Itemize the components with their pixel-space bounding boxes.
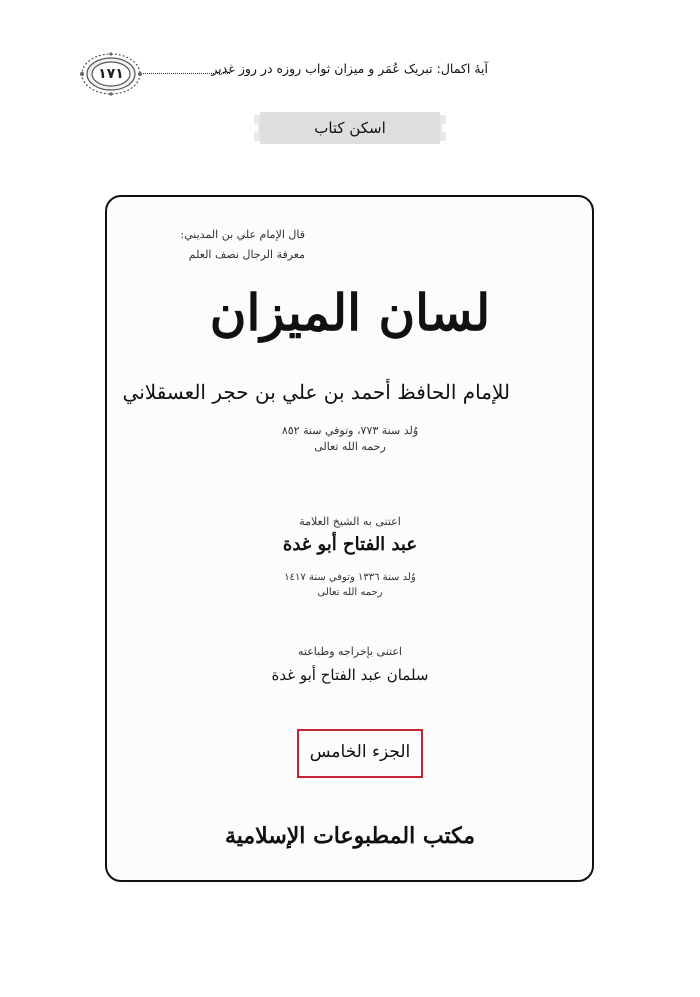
editor-mercy: رحمه الله تعالى [317,587,383,598]
press-name: مكتب المطبوعات الإسلامية [224,823,476,849]
publisher-intro: اعتنى بإخراجه وطباعته [298,645,402,658]
editor-intro: اعتنى به الشيخ العلامة [299,515,401,528]
running-title: آیهٔ اکمال: تبریک عُمَر و میزان ثواب روزه در روز غدیر [211,61,488,76]
editor-dates: وُلد سنة ١٣٣٦ وتوفي سنة ١٤١٧ [284,572,416,583]
book-author: للإمام الحافظ أحمد بن علي بن حجر العسقلاني [122,380,510,404]
editor-name: عبد الفتاح أبو غدة [282,534,418,555]
author-mercy: رحمه الله تعالى [314,440,386,453]
author-dates: وُلد سنة ٧٧٣، وتوفي سنة ٨٥٢ [281,424,419,437]
page-number: ۱۷۱ [98,66,124,82]
publisher-name: سلمان عبد الفتاح أبو غدة [271,666,429,684]
page-header [0,0,700,100]
banner-label: اسکن کتاب [314,119,386,137]
cover-quote-line1: قال الإمام علي بن المديني: [180,228,305,241]
book-title: لسان الميزان [209,283,491,342]
volume-label: الجزء الخامس [309,742,411,762]
header-dotted-rule [140,73,230,74]
cover-quote-line2: معرفة الرجال نصف العلم [188,248,305,261]
